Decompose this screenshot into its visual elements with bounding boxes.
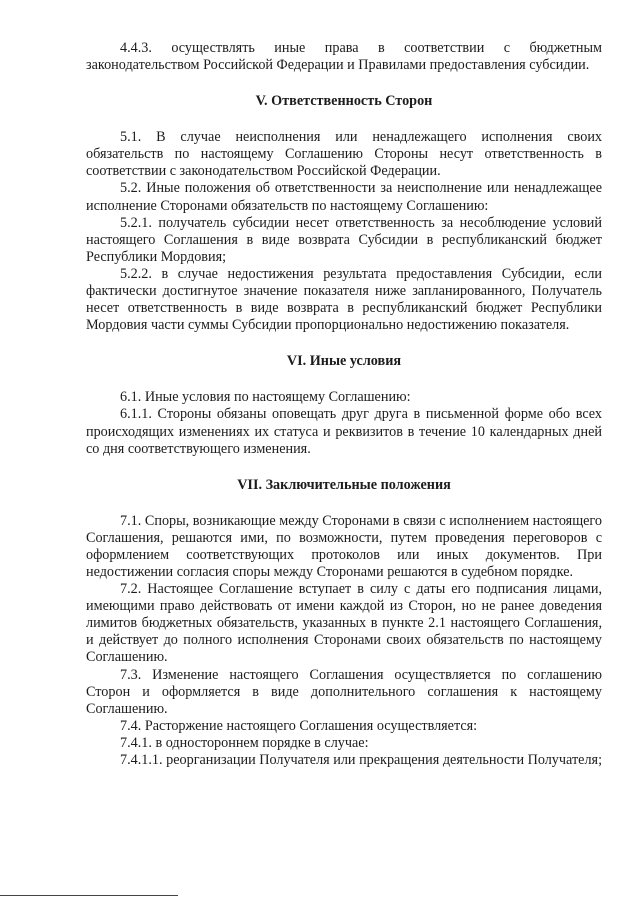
spacer — [86, 494, 602, 513]
paragraph-5-1: 5.1. В случае неисполнения или ненадлежащего исполнения своих обязательств по настоящему Соглашению Стороны несут ответственность в соответствии с законодательством Российской Федерации. — [86, 129, 602, 180]
paragraph-6-1-1: 6.1.1. Стороны обязаны оповещать друг друга в письменной форме обо всех происходящих изменениях их статуса и реквизитов в течение 10 календарных дней со дня соответствующего изменения. — [86, 406, 602, 457]
paragraph-7-1: 7.1. Споры, возникающие между Сторонами в связи с исполнением настоящего Соглашения, решаются ими, по возможности, путем проведения переговоров с оформлением соответствующих протоколов или иных документов. При недостижении согласия споры между Сторонами решаются в судебном порядке. — [86, 512, 602, 580]
spacer — [86, 370, 602, 389]
paragraph-7-3: 7.3. Изменение настоящего Соглашения осуществляется по соглашению Сторон и оформляется в виде дополнительного соглашения к настоящему Соглашению. — [86, 666, 602, 717]
footer-divider — [0, 895, 178, 896]
spacer — [86, 110, 602, 129]
paragraph-5-2: 5.2. Иные положения об ответственности за неисполнение или ненадлежащее исполнение Сторонами обязательств по настоящему Соглашению: — [86, 180, 602, 214]
spacer — [86, 334, 602, 353]
document-body — [86, 40, 602, 769]
paragraph-6-1: 6.1. Иные условия по настоящему Соглашению: — [120, 389, 411, 406]
paragraph-7-4-1-1: 7.4.1.1. реорганизации Получателя или прекращения деятельности Получателя; — [120, 752, 603, 768]
spacer — [86, 74, 602, 93]
paragraph-5-2-2: 5.2.2. в случае недостижения результата предоставления Субсидии, если фактически достигнутое значение показателя ниже запланированного, Получатель несет ответственность в виде возврата в республиканский бюджет Республики Мордовия части суммы Субсидии пропорционально недостижению показателя. — [86, 265, 602, 334]
paragraph-4-4-3: 4.4.3. осуществлять иные права в соответствии с бюджетным законодательством Российской Федерации и Правилами предоставления субсидии. — [86, 40, 602, 74]
section-title-responsibility: V. Ответственность Сторон — [255, 93, 433, 110]
paragraph-7-4-1: 7.4.1. в одностороннем порядке в случае: — [120, 734, 369, 751]
paragraph-5-2-1: 5.2.1. получатель субсидии несет ответственность за несоблюдение условий настоящего Соглашения в виде возврата Субсидии в республиканский бюджет Республики Мордовия; — [86, 214, 602, 265]
section-title-final-provisions: VII. Заключительные положения — [237, 476, 451, 493]
paragraph-7-4: 7.4. Расторжение настоящего Соглашения осуществляется: — [120, 717, 478, 734]
section-title-other-conditions: VI. Иные условия — [286, 353, 402, 370]
paragraph-7-2: 7.2. Настоящее Соглашение вступает в силу с даты его подписания лицами, имеющими право действовать от имени каждой из Сторон, но не ранее доведения лимитов бюджетных обязательств, указанных в пункте 2.1 настоящего Соглашения, и действует до полного исполнения Сторонами своих обязательств по настоящему Соглашению. — [86, 581, 602, 666]
spacer — [86, 458, 602, 477]
